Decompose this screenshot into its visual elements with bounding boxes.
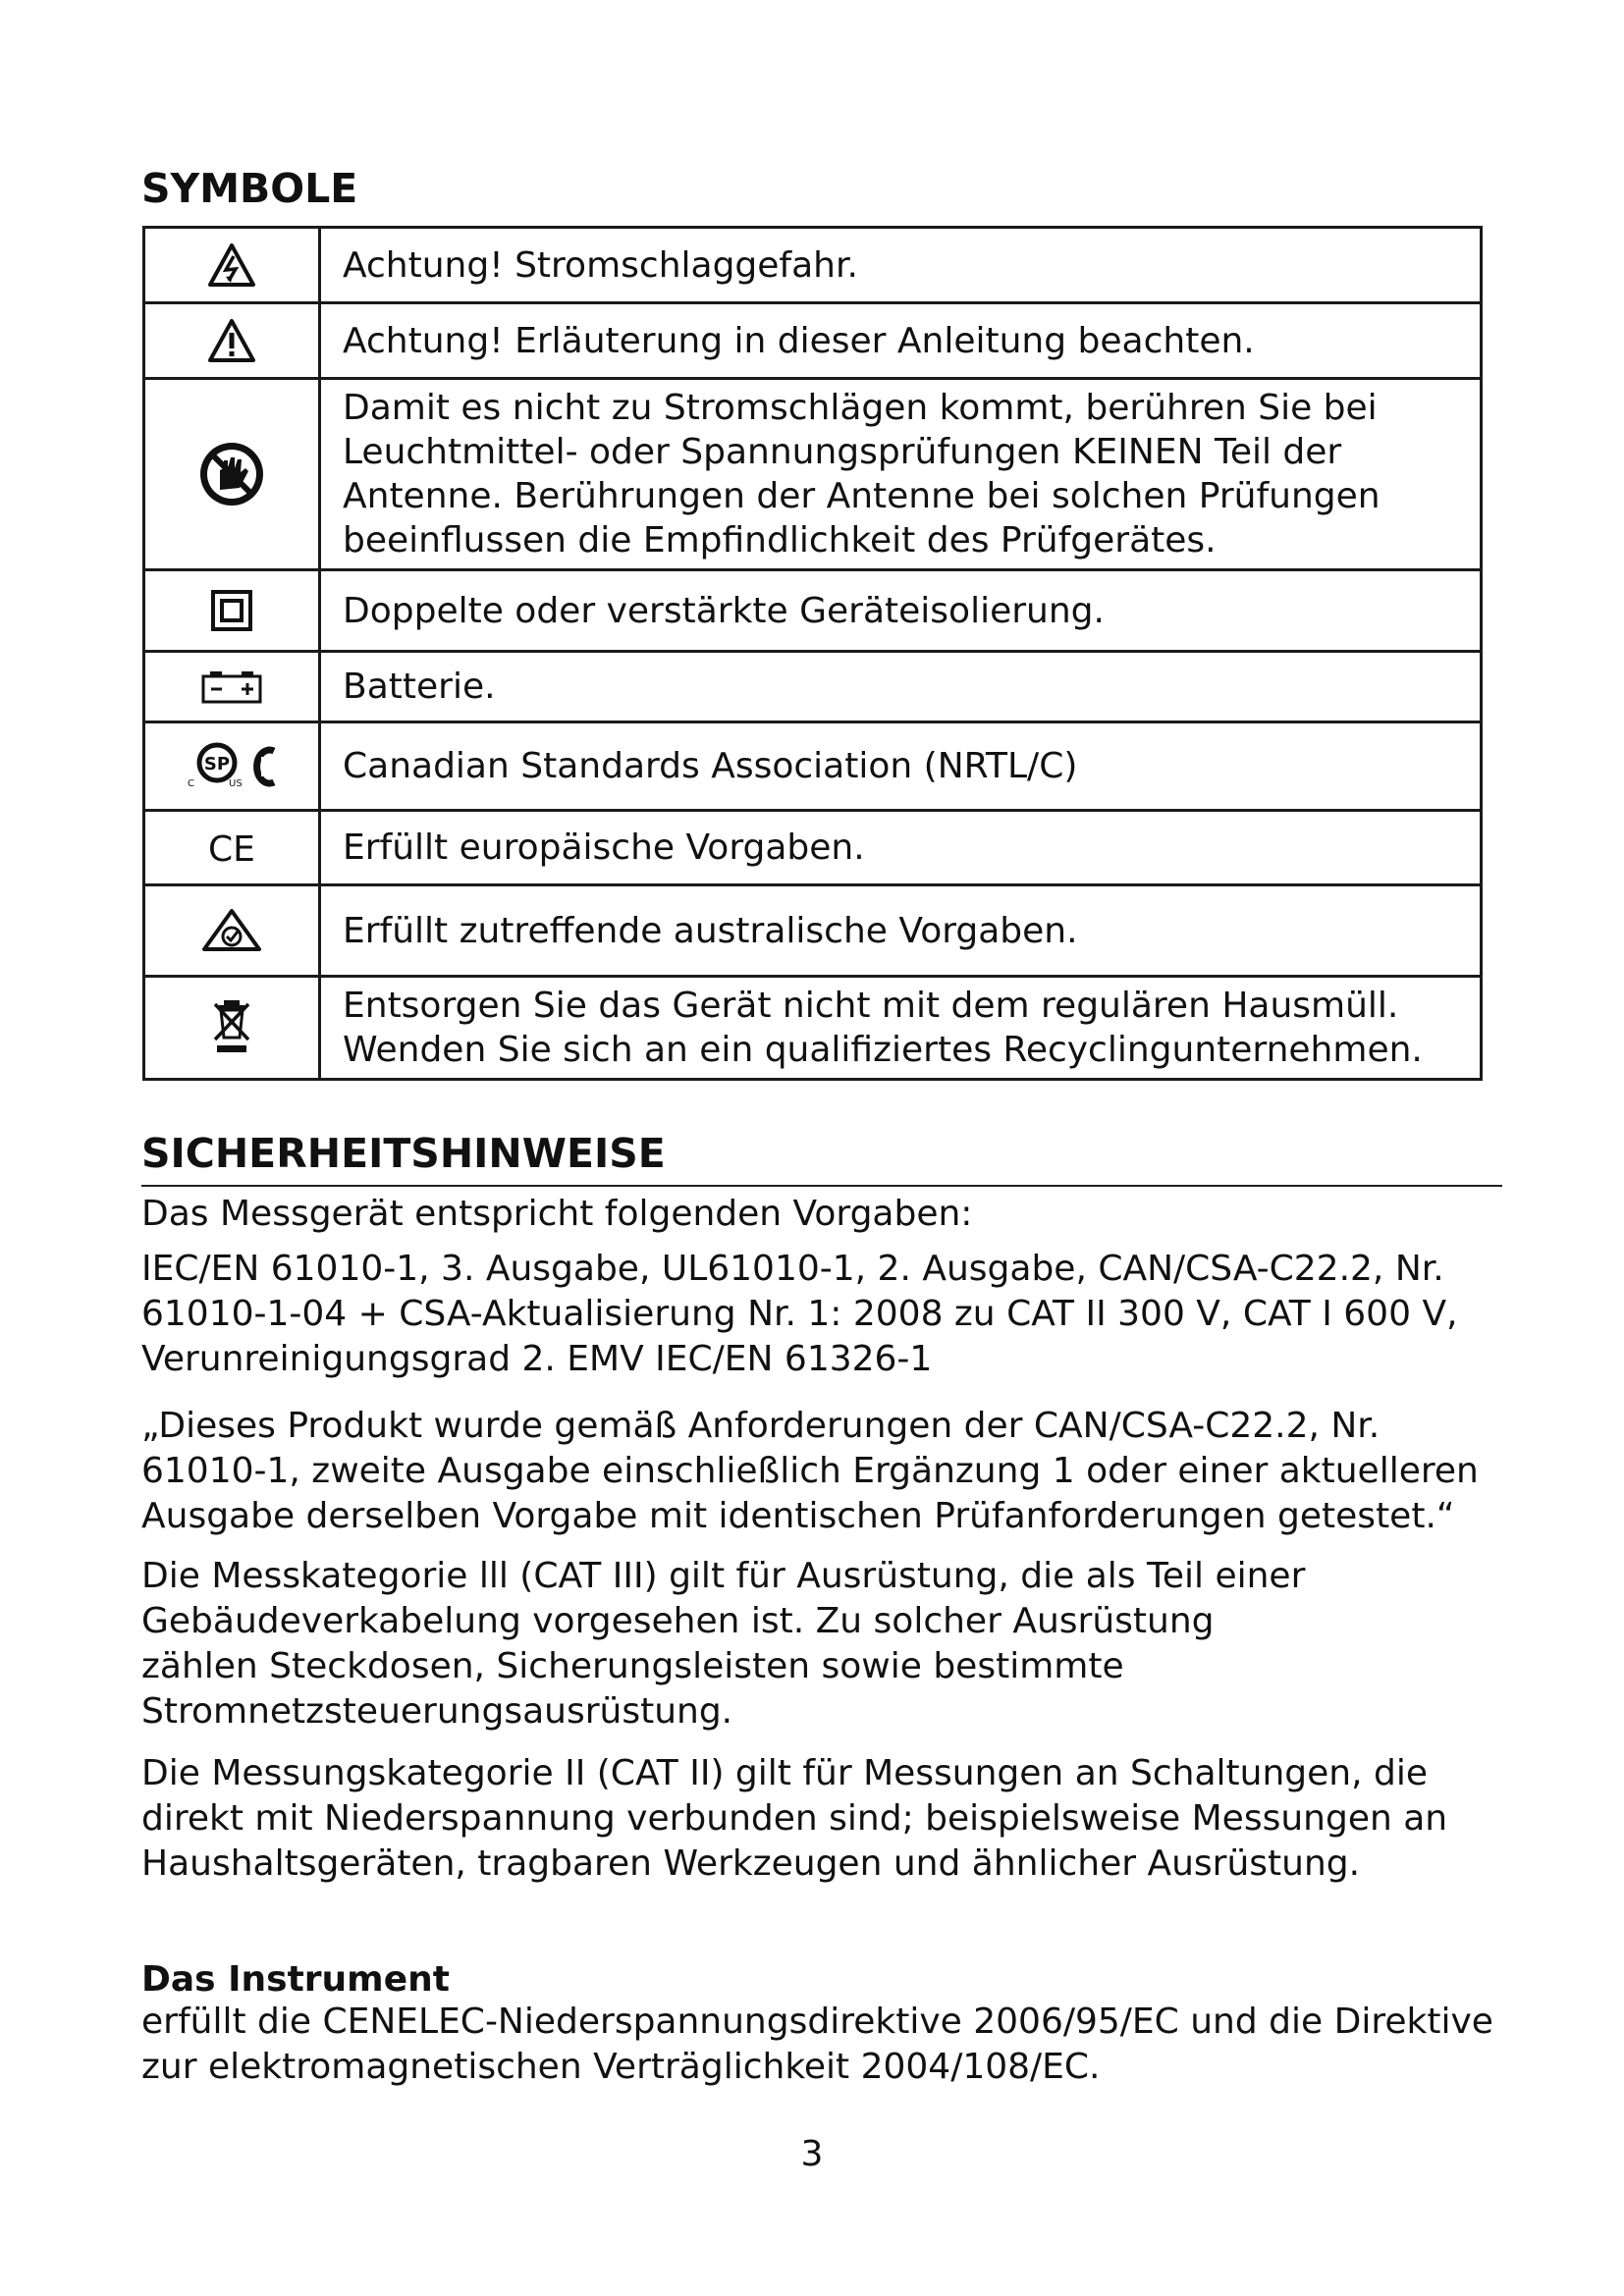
table-row bbox=[144, 811, 1482, 885]
do-not-touch-antenna-icon bbox=[196, 439, 267, 509]
table-row bbox=[144, 885, 1482, 977]
caution-warning-icon bbox=[207, 318, 256, 363]
heading-divider bbox=[141, 1185, 1502, 1187]
table-row bbox=[144, 722, 1482, 811]
safety-quote-text: „Dieses Produkt wurde gemäß Anforderungen der CAN/CSA-C22.2, Nr. 61010-1, zweite Ausgabe einschließlich Ergänzung 1 oder einer aktuelleren Ausgabe derselben Vorgabe mit identischen Prüfanforderungen getestet.“ bbox=[141, 1406, 1479, 1536]
csa-mark-icon bbox=[178, 737, 286, 796]
symbol-description: Erfüllt europäische Vorgaben. bbox=[320, 811, 1482, 885]
symbol-description: Doppelte oder verstärkte Geräteisolierung. bbox=[320, 570, 1482, 652]
instrument-heading: Das Instrument bbox=[141, 1959, 450, 2000]
symbols-table bbox=[142, 226, 1483, 1081]
ce-mark-text: CE bbox=[208, 828, 255, 868]
symbol-description: Achtung! Erläuterung in dieser Anleitung beachten. bbox=[320, 303, 1482, 379]
csa-mark-us-label: US bbox=[229, 777, 243, 789]
symbol-description: Batterie. bbox=[320, 652, 1482, 722]
ce-mark-icon bbox=[202, 828, 261, 868]
symbol-description: Entsorgen Sie das Gerät nicht mit dem regulären Hausmüll. Wenden Sie sich an ein qualifiziertes Recyclingunternehmen. bbox=[320, 977, 1482, 1080]
safety-cat2-text: Die Messungskategorie II (CAT II) gilt für Messungen an Schaltungen, die direkt mit Niederspannung verbunden sind; beispielsweise Messungen an Haushaltsgeräten, tragbaren Werkzeugen und ähnlicher Ausrüstung. bbox=[141, 1753, 1448, 1884]
table-row bbox=[144, 570, 1482, 652]
table-row bbox=[144, 228, 1482, 303]
table-row bbox=[144, 379, 1482, 570]
safety-intro-text: Das Messgerät entspricht folgenden Vorgaben: bbox=[141, 1194, 973, 1234]
svg-text:SP: SP bbox=[203, 753, 231, 774]
symbol-description: Erfüllt zutreffende australische Vorgaben. bbox=[320, 885, 1482, 977]
weee-bin-icon bbox=[212, 998, 251, 1057]
page-number: 3 bbox=[800, 2134, 824, 2174]
rcm-mark-icon bbox=[201, 908, 262, 953]
table-row bbox=[144, 977, 1482, 1080]
safety-cat3-text: Die Messkategorie lll (CAT III) gilt für Ausrüstung, die als Teil einer Gebäudeverkabelung vorgesehen ist. Zu solcher Ausrüstung zählen Steckdosen, Sicherungsleisten sowie bestimmte Stromnetzsteuerungsausrüstung. bbox=[141, 1556, 1306, 1732]
table-row bbox=[144, 652, 1482, 722]
table-row bbox=[144, 303, 1482, 379]
safety-heading: SICHERHEITSHINWEISE bbox=[141, 1130, 666, 1177]
electric-shock-warning-icon bbox=[207, 242, 256, 288]
safety-norms-text: IEC/EN 61010-1, 3. Ausgabe, UL61010-1, 2. Ausgabe, CAN/CSA-C22.2, Nr. 61010-1-04 + CSA-Aktualisierung Nr. 1: 2008 zu CAT II 300 V, CAT I 600 V, Verunreinigungsgrad 2. EMV IEC/EN 61326-1 bbox=[141, 1249, 1458, 1379]
double-insulation-icon bbox=[210, 589, 253, 632]
symbol-description: Damit es nicht zu Stromschlägen kommt, berühren Sie bei Leuchtmittel- oder Spannungsprüfungen KEINEN Teil der Antenne. Berührungen der Antenne bei solchen Prüfungen beeinflussen die Empfindlichkeit des Prüfgerätes. bbox=[320, 379, 1482, 570]
battery-icon bbox=[200, 669, 263, 705]
csa-mark-c-label: C bbox=[188, 777, 194, 789]
symbol-description: Achtung! Stromschlaggefahr. bbox=[320, 228, 1482, 303]
instrument-text: erfüllt die CENELEC-Niederspannungsdirektive 2006/95/EC und die Direktive zur elektromagnetischen Verträglichkeit 2004/108/EC. bbox=[141, 2002, 1493, 2087]
symbols-heading: SYMBOLE bbox=[141, 165, 358, 212]
symbol-description: Canadian Standards Association (NRTL/C) bbox=[320, 722, 1482, 811]
